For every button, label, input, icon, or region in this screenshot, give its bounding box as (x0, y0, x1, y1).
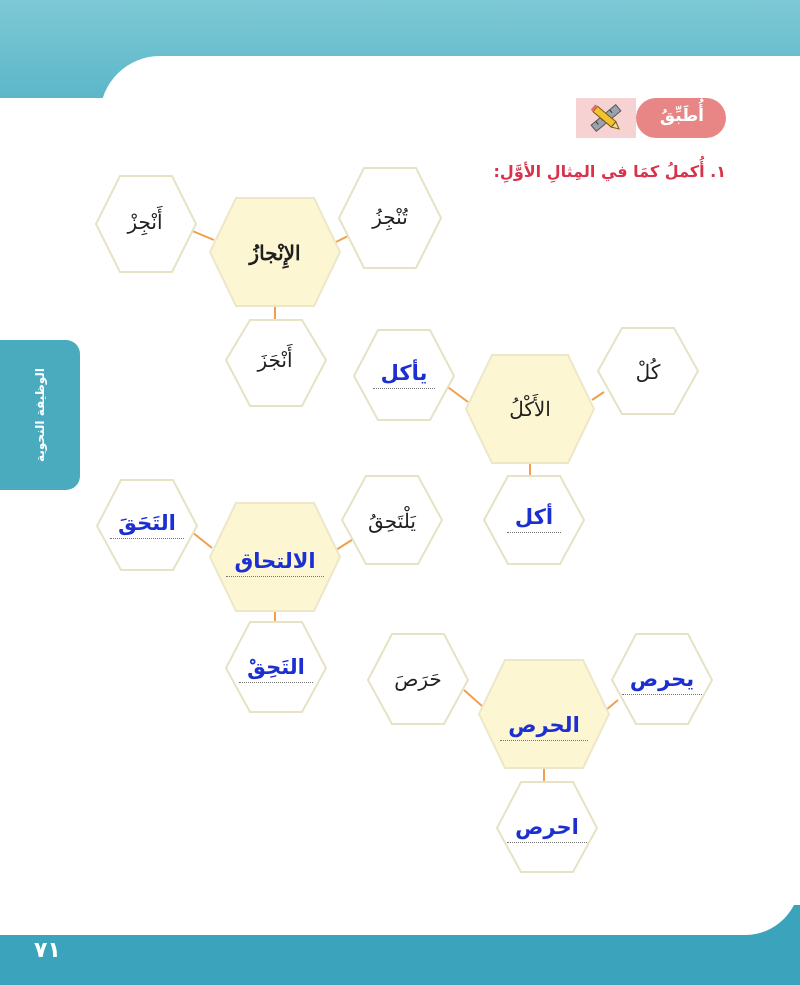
center-word-1: الإِنْجازُ (249, 241, 301, 265)
center-answer-3 (210, 546, 340, 580)
imperative-word-2: كُلْ (635, 360, 661, 384)
apply-badge-label: أُطَبِّقُ (659, 106, 704, 126)
answer-line: الالتحاق (226, 549, 323, 577)
answer-line: أكل (507, 505, 561, 533)
present-word-3: يَلْتَحِقُ (368, 509, 416, 533)
past-word-1: أَنْجَزَ (257, 348, 293, 372)
past-answer-3 (100, 508, 194, 542)
answer-line: التَحِقْ (239, 655, 313, 683)
imperative-answer-3 (230, 652, 322, 686)
chapter-tab-label: الوظيفة النحوية (33, 368, 47, 462)
center-word-2: الأَكْلُ (509, 397, 551, 421)
exercise-instruction: ١. أُكملُ كمَا في المِثالِ الأوَّلِ: (493, 162, 726, 181)
footer-curve (0, 880, 800, 935)
past-answer-2 (486, 502, 582, 536)
present-word-1: تُنْجِزُ (372, 205, 408, 229)
page-number: ٧١ (34, 938, 61, 963)
past-word-4: حَرَصَ (394, 667, 442, 691)
center-answer-4 (479, 710, 609, 744)
present-answer-2 (356, 358, 452, 392)
footer-band-low (0, 935, 800, 985)
imperative-answer-4 (500, 812, 594, 846)
answer-line: يأكل (373, 361, 436, 389)
answer-line: يحرص (622, 667, 702, 695)
answer-line: احرص (507, 815, 587, 843)
answer-line: التَحَقَ (110, 511, 184, 539)
present-answer-4 (616, 664, 708, 698)
answer-line: الحرص (500, 713, 588, 741)
imperative-word-1: أَنْجِزْ (127, 210, 163, 234)
